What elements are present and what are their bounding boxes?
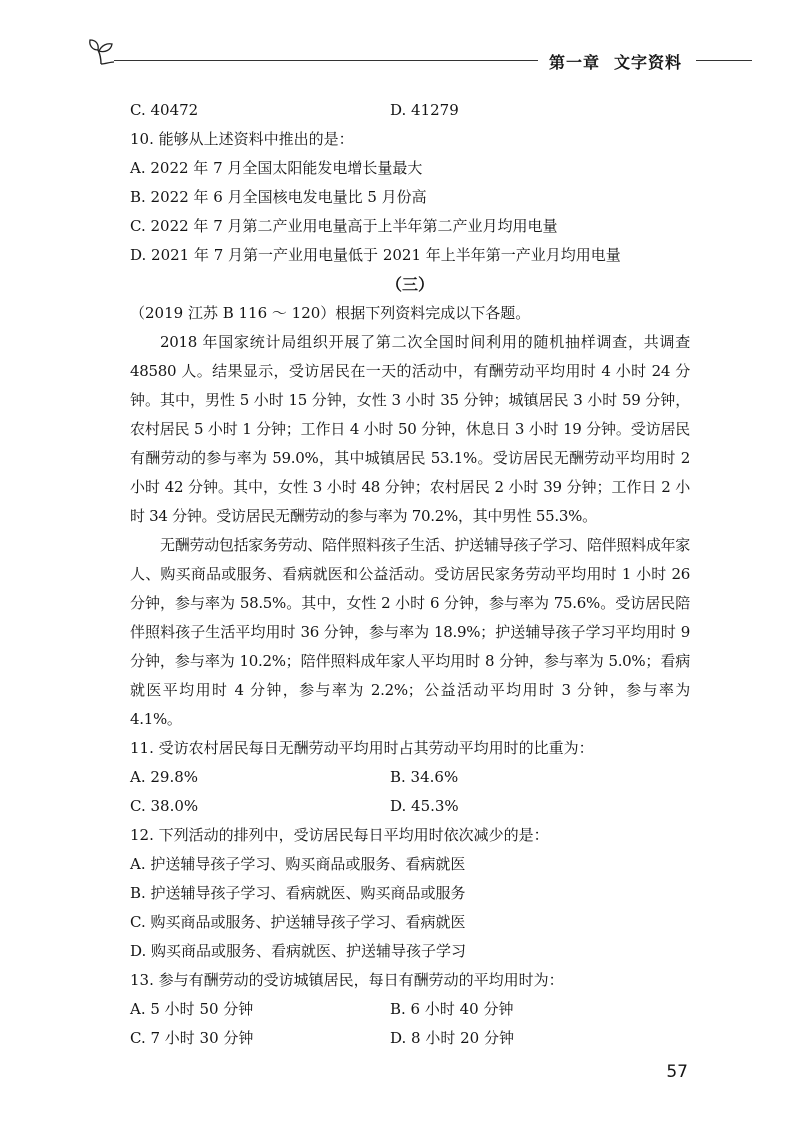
q10-option-a: A. 2022 年 7 月全国太阳能发电增长量最大 [130, 159, 423, 177]
page-content [130, 96, 690, 1053]
q11-option-d: D. 45.3% [390, 797, 459, 815]
q13-option-d: D. 8 小时 20 分钟 [390, 1029, 514, 1047]
q11-options-row-1 [130, 763, 690, 792]
q11-option-c: C. 38.0% [130, 797, 199, 815]
section-source: （2019 江苏 B 116 ～ 120）根据下列资料完成以下各题。 [130, 304, 531, 322]
header-rule-right [696, 60, 752, 61]
chapter-name: 文字资料 [613, 53, 682, 72]
q9-options-row [130, 96, 690, 125]
q12-option-b: B. 护送辅导孩子学习、看病就医、购买商品或服务 [130, 884, 466, 902]
passage-paragraph-2: 无酬劳动包括家务劳动、陪伴照料孩子生活、护送辅导孩子学习、陪伴照料成年家人、购买商品或服务、看病就医和公益活动。受访居民家务劳动平均用时 1 小时 26 分钟，参与率为 58.5%。其中，女性 2 小时 6 分钟，参与率为 75.6%。受访居民陪伴照料孩子生活平均用时 36 分钟，参与率为 18.9%；护送辅导孩子学习平均用时 9 分钟，参与率为 10.2%；陪伴照料成年家人平均用时 8 分钟，参与率为 5.0%；看病就医平均用时 4 分钟，参与率为 2.2%；公益活动平均用时 3 分钟，参与率为 4.1%。 [130, 536, 690, 728]
q13-option-b: B. 6 小时 40 分钟 [390, 1000, 514, 1018]
q10-option-b: B. 2022 年 6 月全国核电发电量比 5 月份高 [130, 188, 427, 206]
passage-paragraph-1: 2018 年国家统计局组织开展了第二次全国时间利用的随机抽样调查，共调查 48580 人。结果显示，受访居民在一天的活动中，有酬劳动平均用时 4 小时 24 分钟。其中，男性 5 小时 15 分钟，女性 3 小时 35 分钟；城镇居民 3 小时 59 分钟，农村居民 5 小时 1 分钟；工作日 4 小时 50 分钟，休息日 3 小时 19 分钟。受访居民有酬劳动的参与率为 59.0%，其中城镇居民 53.1%。受访居民无酬劳动平均用时 2 小时 42 分钟。其中，女性 3 小时 48 分钟；农村居民 2 小时 39 分钟；工作日 2 小时 34 分钟。受访居民无酬劳动的参与率为 70.2%，其中男性 55.3%。 [130, 333, 690, 525]
page-header [88, 38, 752, 72]
q13-options-row-1 [130, 995, 690, 1024]
section-label: （三） [385, 275, 434, 294]
q10-option-d: D. 2021 年 7 月第一产业用电量低于 2021 年上半年第一产业月均用电量 [130, 246, 621, 264]
chapter-number: 第一章 [548, 53, 600, 72]
q10-option-c: C. 2022 年 7 月第二产业用电量高于上半年第二产业月均用电量 [130, 217, 558, 235]
q12-option-d: D. 购买商品或服务、看病就医、护送辅导孩子学习 [130, 942, 467, 960]
q13-option-c: C. 7 小时 30 分钟 [130, 1029, 254, 1047]
q9-option-d: D. 41279 [390, 101, 459, 119]
q9-option-c: C. 40472 [130, 101, 199, 119]
header-rule-left [114, 60, 538, 61]
page-number: 57 [666, 1062, 688, 1082]
q10-stem: 10. 能够从上述资料中推出的是： [130, 130, 354, 148]
q12-option-c: C. 购买商品或服务、护送辅导孩子学习、看病就医 [130, 913, 466, 931]
q11-option-b: B. 34.6% [390, 768, 459, 786]
q11-options-row-2 [130, 792, 690, 821]
q13-options-row-2 [130, 1024, 690, 1053]
chapter-title [549, 50, 682, 73]
q12-option-a: A. 护送辅导孩子学习、购买商品或服务、看病就医 [130, 855, 466, 873]
q13-stem: 13. 参与有酬劳动的受访城镇居民，每日有酬劳动的平均用时为： [130, 971, 564, 989]
q11-stem: 11. 受访农村居民每日无酬劳动平均用时占其劳动平均用时的比重为： [130, 739, 594, 757]
q12-stem: 12. 下列活动的排列中，受访居民每日平均用时依次减少的是： [130, 826, 549, 844]
sprout-icon [88, 38, 114, 66]
q11-option-a: A. 29.8% [130, 768, 199, 786]
q13-option-a: A. 5 小时 50 分钟 [130, 1000, 254, 1018]
